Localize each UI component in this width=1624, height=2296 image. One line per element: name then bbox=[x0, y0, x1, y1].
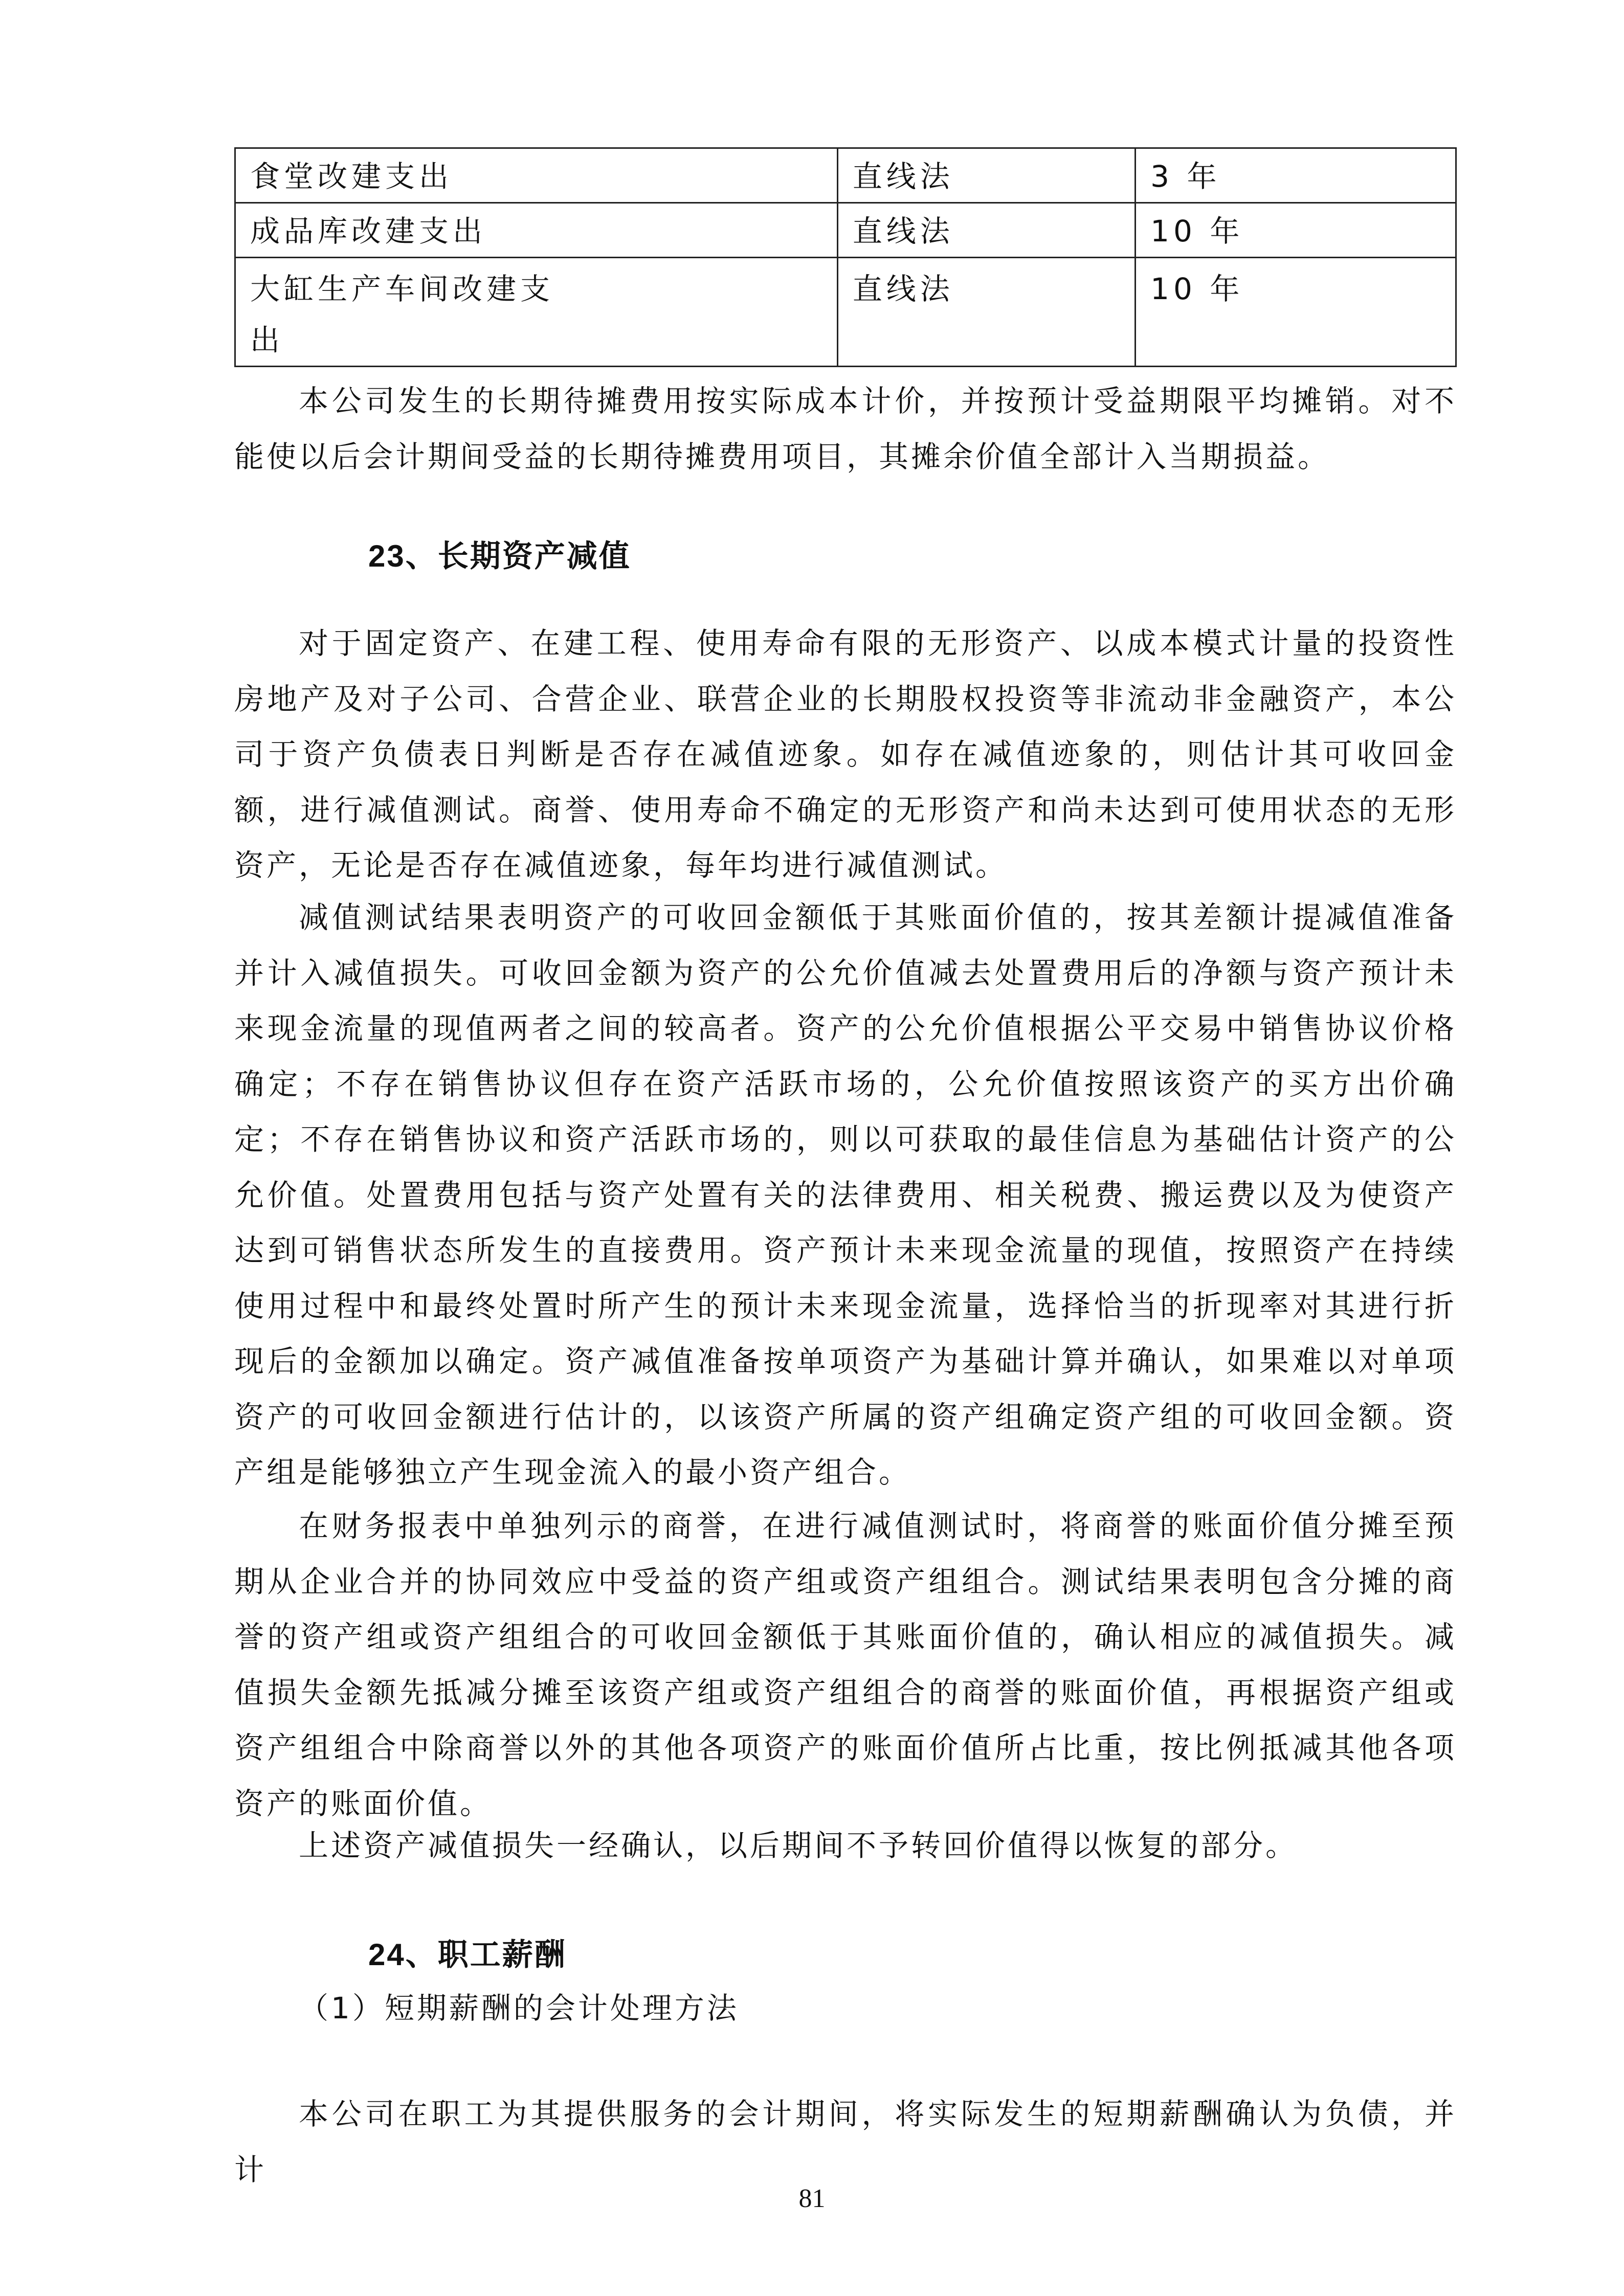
table-cell-period: 10 年 bbox=[1136, 203, 1456, 258]
table-row bbox=[235, 258, 1456, 367]
amortization-table bbox=[234, 147, 1457, 367]
table-cell-item: 食堂改建支出 bbox=[235, 148, 838, 203]
paragraph-goodwill-impairment: 在财务报表中单独列示的商誉，在进行减值测试时，将商誉的账面价值分摊至预期从企业合并的协同效应中受益的资产组或资产组组合。测试结果表明包含分摊的商誉的资产组或资产组组合的可收回金额低于其账面价值的，确认相应的减值损失。减值损失金额先抵减分摊至该资产组或资产组组合的商誉的账面价值，再根据资产组或资产组组合中除商誉以外的其他各项资产的账面价值所占比重，按比例抵减其他各项资产的账面价值。 bbox=[234, 1509, 1457, 1821]
table-cell-item: 成品库改建支出 bbox=[235, 203, 838, 258]
section-heading-23: 23、长期资产减值 bbox=[368, 539, 631, 573]
table-cell-period: 3 年 bbox=[1136, 148, 1456, 203]
paragraph-impairment-scope: 对于固定资产、在建工程、使用寿命有限的无形资产、以成本模式计量的投资性房地产及对子公司、合营企业、联营企业的长期股权投资等非流动非金融资产，本公司于资产负债表日判断是否存在减值迹象。如存在减值迹象的，则估计其可收回金额，进行减值测试。商誉、使用寿命不确定的无形资产和尚未达到可使用状态的无形资产，无论是否存在减值迹象，每年均进行减值测试。 bbox=[234, 626, 1457, 883]
table-cell-method: 直线法 bbox=[837, 148, 1135, 203]
table-cell-item bbox=[235, 258, 838, 367]
table-cell-method: 直线法 bbox=[837, 203, 1135, 258]
paragraph-impairment-test: 减值测试结果表明资产的可收回金额低于其账面价值的，按其差额计提减值准备并计入减值损失。可收回金额为资产的公允价值减去处置费用后的净额与资产预计未来现金流量的现值两者之间的较高者。资产的公允价值根据公平交易中销售协议价格确定；不存在销售协议但存在资产活跃市场的，公允价值按照该资产的买方出价确定；不存在销售协议和资产活跃市场的，则以可获取的最佳信息为基础估计资产的公允价值。处置费用包括与资产处置有关的法律费用、相关税费、搬运费以及为使资产达到可销售状态所发生的直接费用。资产预计未来现金流量的现值，按照资产在持续使用过程中和最终处置时所产生的预计未来现金流量，选择恰当的折现率对其进行折现后的金额加以确定。资产减值准备按单项资产为基础计算并确认，如果难以对单项资产的可收回金额进行估计的，以该资产所属的资产组确定资产组的可收回金额。资产组是能够独立产生现金流入的最小资产组合。 bbox=[234, 900, 1457, 1490]
paragraph-short-term-pay: 本公司在职工为其提供服务的会计期间，将实际发生的短期薪酬确认为负债，并计 bbox=[234, 2097, 1457, 2187]
paragraph-impairment-irreversible: 上述资产减值损失一经确认，以后期间不予转回价值得以恢复的部分。 bbox=[299, 1828, 1298, 1863]
paragraph-amortization-policy: 本公司发生的长期待摊费用按实际成本计价，并按预计受益期限平均摊销。对不能使以后会计期间受益的长期待摊费用项目，其摊余价值全部计入当期损益。 bbox=[234, 384, 1457, 474]
table-cell-item-text: 大缸生产车间改建支出 bbox=[250, 272, 554, 357]
page-number: 81 bbox=[798, 2184, 826, 2213]
table-cell-period: 10 年 bbox=[1136, 258, 1456, 367]
subheading-short-term-pay: （1）短期薪酬的会计处理方法 bbox=[299, 1991, 739, 2025]
table-row bbox=[235, 203, 1456, 258]
table-cell-method: 直线法 bbox=[837, 258, 1135, 367]
section-heading-24: 24、职工薪酬 bbox=[368, 1938, 567, 1972]
table-row bbox=[235, 148, 1456, 203]
